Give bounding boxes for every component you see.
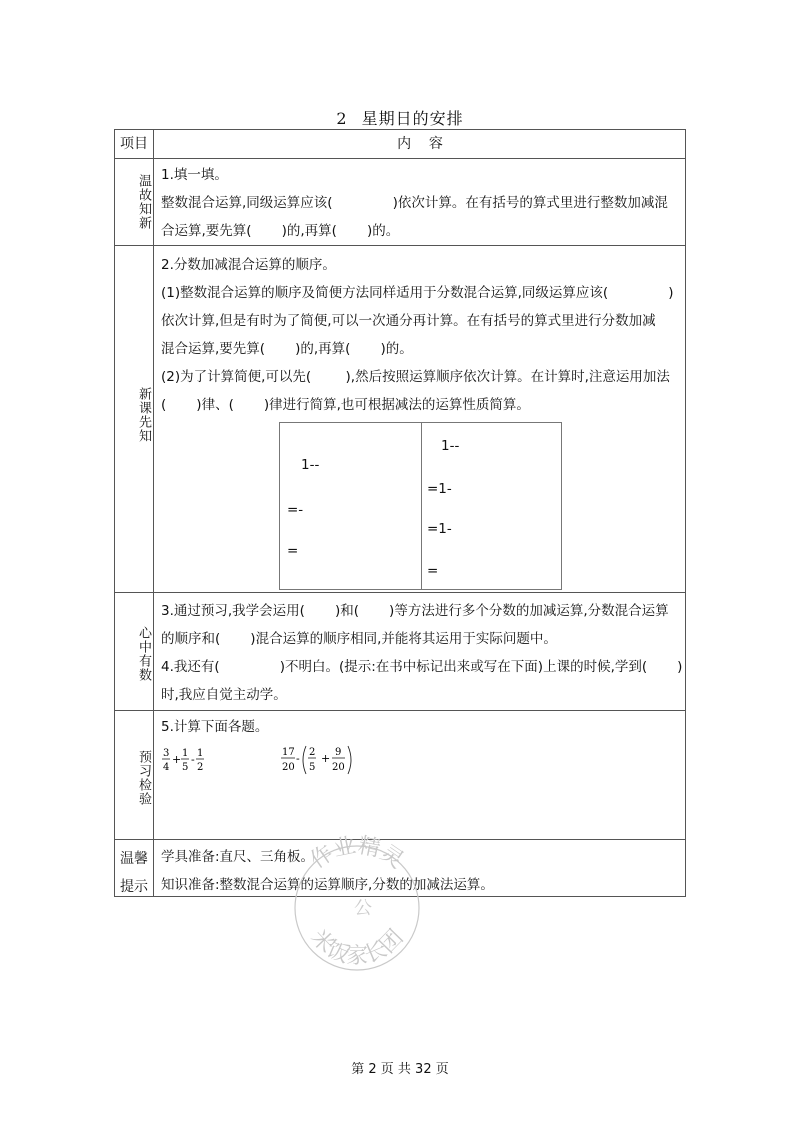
tips-line: 知识准备:整数混合运算的运算顺序,分数的加减法运算。 [161, 877, 494, 893]
check-line: 5.计算下面各题。 [161, 719, 269, 735]
header-content: 内 容 [397, 136, 443, 152]
frac-den: 20 [282, 762, 295, 773]
expression-2 [281, 742, 371, 781]
lesson-number: 2 [336, 109, 348, 128]
lesson-title: 星期日的安排 [361, 109, 464, 128]
row-divider [115, 245, 685, 246]
section-label-mind: 心中有数 [136, 626, 151, 682]
tips-line: 学具准备:直尺、三角板。 [161, 849, 315, 865]
svg-text:+: + [172, 753, 182, 766]
section-label-tips: 提示 [120, 879, 148, 895]
svg-text:米饭家长团 [306, 925, 409, 969]
frac-den: 5 [309, 762, 316, 773]
header-item: 项目 [120, 136, 148, 152]
preview-line: 2.分数加减混合运算的顺序。 [161, 257, 336, 273]
row-divider [115, 158, 685, 159]
frac-num: 1 [197, 748, 204, 759]
calc-box-divider [421, 422, 422, 589]
mind-line: 4.我还有( )不明白。(提示:在书中标记出来或写在下面)上课的时候,学到( ) [161, 659, 683, 675]
frac-num: 9 [335, 747, 342, 758]
mind-line: 时,我应自觉主动学。 [161, 687, 287, 703]
frac-num: 3 [163, 748, 170, 759]
calc-left-line: =- [287, 502, 304, 518]
stamp-top-text: 作业精灵 [306, 833, 408, 874]
page-footer: 第 2 页 共 32 页 [351, 1062, 449, 1077]
calc-right-line: = [427, 563, 439, 579]
watermark-stamp [272, 818, 442, 982]
section-label-preview: 新课先知 [136, 387, 151, 443]
stamp-bottom-text: 米饭家长团 [305, 925, 409, 969]
preview-line: 混合运算,要先算( )的,再算( )的。 [161, 341, 413, 357]
svg-text:-: - [296, 752, 300, 765]
frac-den: 20 [332, 762, 345, 773]
frac-den: 2 [197, 762, 204, 773]
section-label-review: 温故知新 [136, 174, 151, 230]
preview-line: (1)整数混合运算的顺序及简便方法同样适用于分数混合运算,同级运算应该( ) [161, 285, 674, 301]
frac-den: 5 [182, 762, 189, 773]
review-line: 整数混合运算,同级运算应该( )依次计算。在有括号的算式里进行整数加减混 [161, 195, 668, 211]
svg-text:-: - [191, 753, 195, 766]
frac-num: 2 [309, 747, 316, 758]
expression-1 [161, 744, 221, 779]
mind-line: 3.通过预习,我学会运用( )和( )等方法进行多个分数的加减运算,分数混合运算 [161, 603, 669, 619]
row-divider [115, 592, 685, 593]
svg-text:+: + [321, 752, 331, 765]
calc-left-line: 1-- [301, 457, 320, 473]
page-title [0, 106, 800, 129]
review-line: 1.填一填。 [161, 167, 228, 183]
frac-num: 17 [282, 747, 295, 758]
section-label-tips: 温馨 [120, 851, 148, 867]
review-line: 合运算,要先算( )的,再算( )的。 [161, 223, 400, 239]
calc-right-line: =1- [427, 481, 452, 497]
calc-right-line: =1- [427, 521, 452, 537]
svg-text:作业精灵 [306, 833, 408, 874]
frac-den: 4 [163, 762, 170, 773]
lesson-table [114, 129, 686, 897]
calc-left-line: = [287, 543, 299, 559]
row-divider [115, 710, 685, 711]
frac-num: 1 [182, 748, 189, 759]
preview-line: ( )律、( )律进行简算,也可根据减法的运算性质简算。 [161, 397, 530, 413]
calc-right-line: 1-- [441, 438, 460, 454]
preview-line: 依次计算,但是有时为了简便,可以一次通分再计算。在有括号的算式里进行分数加减 [161, 313, 656, 329]
mind-line: 的顺序和( )混合运算的顺序相同,并能将其运用于实际问题中。 [161, 631, 557, 647]
preview-line: (2)为了计算简便,可以先( ),然后按照运算顺序依次计算。在计算时,注意运用加法 [161, 369, 670, 385]
section-label-check: 预习检验 [136, 750, 151, 806]
stamp-mid-text: 公 [354, 898, 372, 919]
